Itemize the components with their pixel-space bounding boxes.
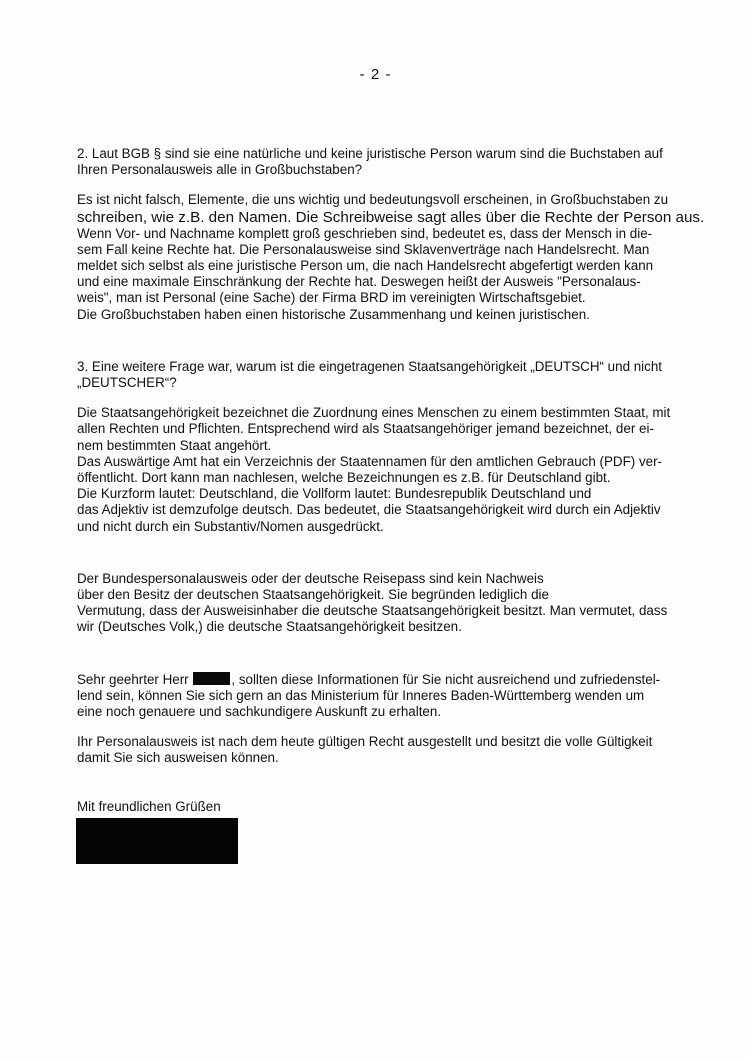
question-2	[77, 146, 693, 178]
text-line: Wenn Vor- und Nachname komplett groß geschrieben sind, bedeutet es, dass der Mensch in die-	[77, 225, 653, 241]
text-line: eine noch genauere und sachkundigere Auskunft zu erhalten.	[77, 704, 442, 720]
redacted-signature	[76, 818, 238, 864]
address-paragraph	[77, 672, 693, 721]
text-line: über den Besitz der deutschen Staatsangehörigkeit. Sie begründen lediglich die	[77, 587, 549, 603]
text-line: Die Großbuchstaben haben einen historische Zusammenhang und keinen juristischen.	[77, 306, 590, 322]
question-3	[77, 359, 693, 391]
text-line: allen Rechten und Pflichten. Entsprechend wird als Staatsangehöriger jemand bezeichnet, der ei-	[77, 421, 654, 437]
text-line: Es ist nicht falsch, Elemente, die uns wichtig und bedeutungsvoll erscheinen, in Großbuchstaben zu	[77, 192, 669, 208]
answer-3	[77, 405, 693, 535]
text-line: schreiben, wie z.B. den Namen. Die Schreibweise sagt alles über die Rechte der Person aus.	[77, 208, 705, 226]
text-line: 2. Laut BGB § sind sie eine natürliche und keine juristische Person warum sind die Buchstaben auf	[77, 146, 663, 161]
text-line: lend sein, können Sie sich gern an das Ministerium für Inneres Baden-Württemberg wenden um	[77, 687, 645, 703]
page-number: - 2 -	[359, 66, 392, 83]
text-line: Das Auswärtige Amt hat ein Verzeichnis der Staatennamen für den amtlichen Gebrauch (PDF) ver-	[77, 453, 663, 469]
text-line: 3. Eine weitere Frage war, warum ist die eingetragenen Staatsangehörigkeit „DEUTSCH“ und nicht	[77, 358, 663, 374]
text-line: nem bestimmten Staat angehört.	[77, 437, 272, 453]
answer-2	[77, 192, 705, 322]
text-line: das Adjektiv ist demzufolge deutsch. Das bedeutet, die Staatsangehörigkeit wird durch ein Adjektiv	[77, 502, 661, 518]
text-line: weis", man ist Personal (eine Sache) der Firma BRD im vereinigten Wirtschaftsgebiet.	[77, 290, 586, 306]
text-line	[77, 672, 693, 688]
text-line: Vermutung, dass der Ausweisinhaber die deutsche Staatsangehörigkeit besitzt. Man vermutet, dass	[77, 603, 668, 619]
text-line: Der Bundespersonalausweis oder der deutsche Reisepass sind kein Nachweis	[77, 570, 544, 586]
text-line: Ihr Personalausweis ist nach dem heute gültigen Recht ausgestellt und besitzt die volle Gültigkeit	[77, 734, 653, 750]
salutation: Sehr geehrter Herr	[77, 671, 189, 687]
closing: Mit freundlichen Grüßen	[77, 799, 221, 814]
letter-body	[77, 146, 705, 781]
text-line: meldet sich selbst als eine juristische Person um, die nach Handelsrecht abgefertigt werden kann	[77, 258, 654, 274]
salutation-rest: , sollten diese Informationen für Sie nicht ausreichend und zufriedenstel-	[231, 671, 661, 687]
text-line: „DEUTSCHER“?	[77, 375, 177, 391]
text-line: und eine maximale Einschränkung der Rechte hat. Deswegen heißt der Ausweis "Personalaus-	[77, 274, 641, 290]
passport-paragraph	[77, 571, 693, 636]
text-line: Die Staatsangehörigkeit bezeichnet die Zuordnung eines Menschen zu einem bestimmten Staat, mit	[77, 405, 671, 421]
text-line: und nicht durch ein Substantiv/Nomen ausgedrückt.	[77, 518, 384, 534]
text-line: wir (Deutsches Volk,) die deutsche Staatsangehörigkeit besitzen.	[77, 619, 462, 635]
text-line: Ihren Personalausweis alle in Großbuchstaben?	[77, 162, 363, 178]
text-line: sem Fall keine Rechte hat. Die Personalausweise sind Sklavenverträge nach Handelsrecht. Man	[77, 241, 650, 257]
validity-paragraph	[77, 734, 693, 766]
text-line: öffentlicht. Dort kann man nachlesen, welche Bezeichnungen es z.B. für Deutschland gibt.	[77, 470, 611, 486]
redacted-name	[193, 672, 230, 685]
text-line: Die Kurzform lautet: Deutschland, die Vollform lautet: Bundesrepublik Deutschland und	[77, 486, 592, 502]
text-line: damit Sie sich ausweisen können.	[77, 750, 279, 766]
